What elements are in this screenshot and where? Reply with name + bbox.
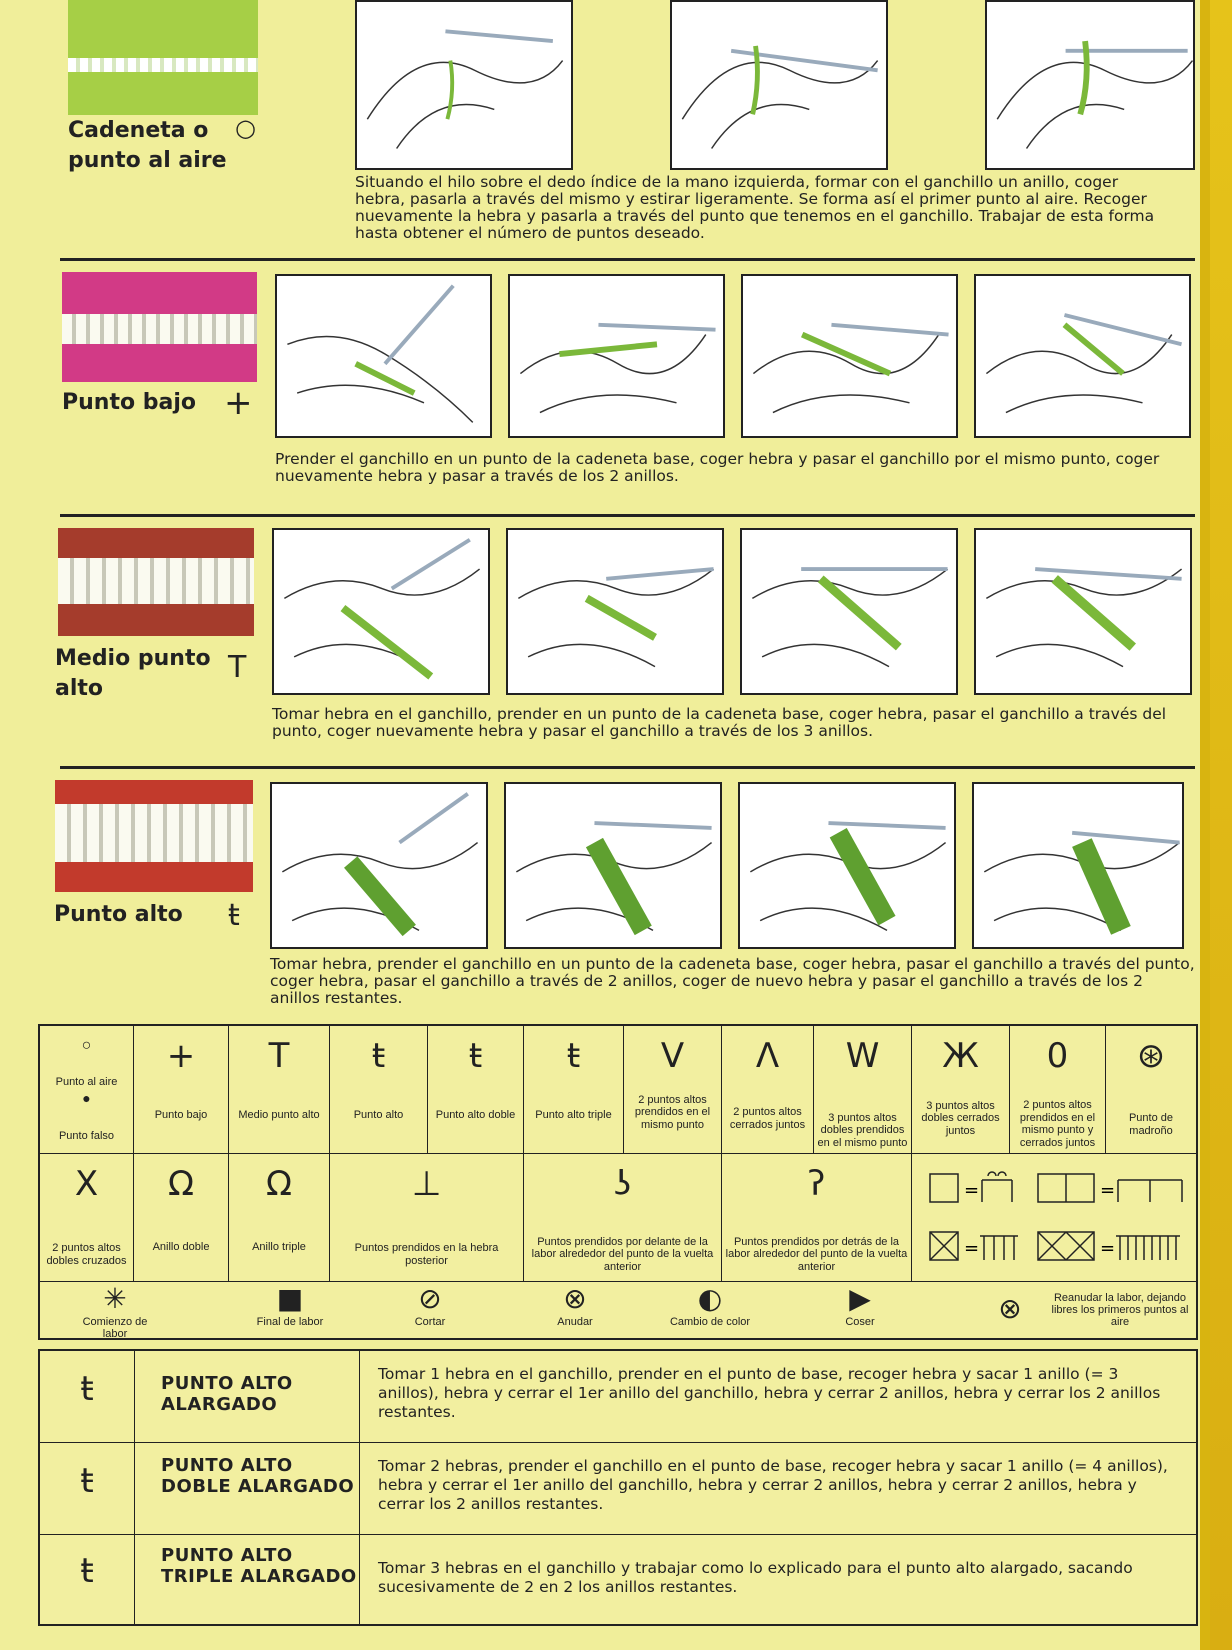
front-post-icon: ʖ [613,1164,692,1204]
punto-alto-icon: ŧ [371,1036,386,1076]
page-edge [1210,0,1232,1650]
grid-label: Punto bajo [154,1108,208,1121]
step-image [974,274,1191,438]
step-image [355,0,573,170]
swatch-cadeneta [68,0,258,115]
step-image [504,782,722,949]
section-title: Medio punto alto [55,646,211,701]
cluster-triple-icon: Ж [942,1036,979,1076]
action-symbols-row [40,1282,1196,1340]
grid-cell [134,1026,229,1154]
swatch-medio-punto-alto [58,528,254,636]
grid-label: Final de labor [256,1316,324,1328]
elongated-tr-icon: ŧ [40,1351,135,1442]
resume-icon: ⊗ [998,1292,1022,1325]
stitch-description: Tomar 1 hebra en el ganchillo, prender en el punto de base, recoger hebra y sacar 1 anillo (= 3 anillos), hebra y cerrar el 1er anillo del ganchillo, hebra y cerrar 2 anillos, hebra y cerrar los 2 anillos restantes. [378,1365,1161,1421]
grid-label: Punto alto [353,1108,404,1121]
grid-label: Cambio de color [669,1316,751,1328]
block-equivalence-icon [912,1154,1196,1282]
symbols-grid [38,1024,1198,1340]
table-row [40,1443,1196,1535]
swatch-punto-alto [55,780,253,892]
bobble-icon: ⊛ [1136,1036,1166,1076]
grid-cell [1106,1026,1196,1154]
grid-cell [524,1154,722,1282]
grid-cell [229,1026,330,1154]
grid-label: Puntos prendidos por delante de la labor alrededor del punto de la vuelta anterior [531,1235,714,1273]
grid-label: 2 puntos altos prendidos en el mismo punto y cerrados juntos [1019,1099,1096,1149]
grid-label: Punto al aire [55,1076,118,1088]
crossed-stitch-icon: X [74,1164,99,1204]
grid-cell [722,1154,912,1282]
svg-text:=: = [1100,1238,1116,1259]
cut-icon: ⊘ [418,1282,442,1315]
grid-cell [229,1154,330,1282]
step-image [270,782,488,949]
section-description: Tomar hebra en el ganchillo, prender en un punto de la cadeneta base, coger hebra, pasar el ganchillo a través del punto, coger nuevamente hebra y pasar el ganchillo a través de los 3 anillos. [272,705,1167,740]
grid-cell [912,1154,1196,1282]
grid-cell [645,1282,775,1340]
step-image [670,0,888,170]
section-symbol: ŧ [228,898,240,933]
asterisk-icon: ✳ [103,1282,127,1315]
grid-label: 2 puntos altos dobles cruzados [46,1242,127,1267]
grid-label: Punto falso [58,1130,115,1142]
grid-label: Puntos prendidos por detrás de la labor alrededor del punto de la vuelta anterior [725,1235,908,1273]
divider [60,514,1195,517]
grid-cell [134,1154,229,1282]
sew-icon: ▶ [849,1282,871,1315]
knot-icon: ⊗ [563,1282,587,1315]
grid-cell [1010,1026,1106,1154]
section-description: Tomar hebra, prender el ganchillo en un punto de la cadeneta base, coger hebra, pasar el ganchillo a través del punto, coger hebra, pasar el ganchillo a través de 2 anillos, coger de nuevo hebra y pasar el ganchillo a través de los 2 anillos restantes. [270,955,1195,1007]
grid-label: 2 puntos altos prendidos en el mismo punto [634,1093,711,1131]
divider [60,258,1195,261]
grid-label: Cortar [414,1316,446,1328]
punto-alto-triple-icon: ŧ [566,1036,581,1076]
fan-icon: W [845,1036,880,1076]
puff-icon: 0 [1046,1036,1069,1076]
grid-cell [524,1026,624,1154]
step-image [740,528,958,695]
grid-label: Puntos prendidos en la hebra posterior [354,1242,499,1267]
dot-icon: ● [82,1090,91,1106]
grid-label: Anillo doble [152,1240,210,1253]
grid-label: Medio punto alto [238,1108,320,1121]
section-symbol: + [224,383,253,423]
stitch-name: PUNTO ALTO ALARGADO [135,1351,360,1442]
step-image [985,0,1195,170]
steps-row [272,528,1192,695]
grid-cell [980,1282,1040,1340]
grid-cell [535,1282,615,1340]
grid-label: Coser [845,1316,875,1328]
grid-cell [820,1282,900,1340]
stitch-description: Tomar 2 hebras, prender el ganchillo en el punto de base, recoger hebra y sacar 1 anillo (= 4 anillos), hebra y cerrar el 1er anillo del ganchillo, hebra y cerrar 2 anillos, hebra y cerrar 2 anillos, hebra y cerrar los 2 anillos restantes. [378,1457,1168,1513]
section-description: Situando el hilo sobre el dedo índice de la mano izquierda, formar con el ganchillo un anillo, coger hebra, pasarla a través del mismo y estirar ligeramente. Se forma así el primer punto al aire. Recoger nuevamente la hebra y pasarla a través del punto que tenemos en el ganchillo. Trabajar de esta forma hasta obtener el número de puntos deseado. [355,173,1155,242]
grid-cell [912,1026,1010,1154]
stitch-description: Tomar 3 hebras en el ganchillo y trabajar como lo explicado para el punto alto alargado, sacando sucesivamente de 2 en 2 los anillos restantes. [378,1559,1133,1596]
grid-label: Punto de madroño [1128,1112,1174,1137]
elongated-stitches-table [38,1349,1198,1626]
elongated-dtr-icon: ŧ [40,1443,135,1534]
grid-cell [814,1026,912,1154]
step-image [974,528,1192,695]
grid-cell [330,1026,428,1154]
grid-cell [240,1282,340,1340]
back-post-icon: ʔ [807,1164,886,1204]
svg-text:=: = [964,1180,980,1201]
grid-label: 3 puntos altos dobles prendidos en el mismo punto [817,1111,908,1149]
section-symbol: T [228,650,247,685]
step-image [272,528,490,695]
table-row [40,1351,1196,1443]
grid-label: 3 puntos altos dobles cerrados juntos [921,1099,1000,1137]
grid-cell [722,1026,814,1154]
back-loop-icon: ⊥ [411,1164,502,1204]
grid-label: Punto alto doble [435,1108,516,1121]
grid-cell [428,1026,524,1154]
swatch-punto-bajo [62,272,257,382]
divider [60,766,1195,769]
step-image [972,782,1184,949]
cluster-icon: Λ [755,1036,780,1076]
grid-cell [1050,1292,1190,1350]
grid-cell [40,1026,134,1154]
svg-text:=: = [1100,1180,1116,1201]
grid-cell [330,1154,524,1282]
steps-row [275,274,1191,438]
double-loop-icon: Ω [168,1164,194,1204]
step-image [506,528,724,695]
stitch-name: PUNTO ALTO DOBLE ALARGADO [135,1443,360,1534]
step-image [508,274,725,438]
grid-label: Reanudar la labor, dejando libres los primeros puntos al aire [1051,1292,1189,1328]
triple-loop-icon: Ω [266,1164,292,1204]
grid-cell [40,1154,134,1282]
stitch-name: PUNTO ALTO TRIPLE ALARGADO [135,1535,360,1624]
steps-row [270,782,1184,949]
punto-bajo-icon: + [166,1036,196,1076]
svg-text:=: = [964,1238,980,1259]
circle-icon: ○ [81,1037,92,1054]
punto-alto-doble-icon: ŧ [468,1036,483,1076]
step-image [275,274,492,438]
elongated-ttr-icon: ŧ [40,1535,135,1624]
step-image [741,274,958,438]
grid-label: Comienzo de labor [82,1316,148,1340]
v-stitch-icon: V [660,1036,685,1076]
step-image [738,782,956,949]
square-icon: ■ [276,1282,304,1315]
section-symbol: ○ [235,114,256,142]
grid-label: 2 puntos altos cerrados juntos [729,1106,806,1131]
grid-label: Punto alto triple [535,1108,612,1121]
medio-punto-alto-icon: T [268,1036,290,1076]
section-title: Cadeneta o punto al aire [68,118,227,173]
color-change-icon: ◐ [697,1282,723,1315]
section-title: Punto bajo [62,390,196,415]
section-title: Punto alto [54,902,183,927]
grid-label: Anillo triple [252,1240,306,1253]
grid-cell [390,1282,470,1340]
table-row [40,1535,1196,1624]
grid-label: Anudar [557,1316,593,1328]
grid-cell [70,1282,160,1340]
section-description: Prender el ganchillo en un punto de la cadeneta base, coger hebra y pasar el ganchillo por el mismo punto, coger nuevamente hebra y pasar a través de los 2 anillos. [275,450,1160,485]
grid-cell [624,1026,722,1154]
